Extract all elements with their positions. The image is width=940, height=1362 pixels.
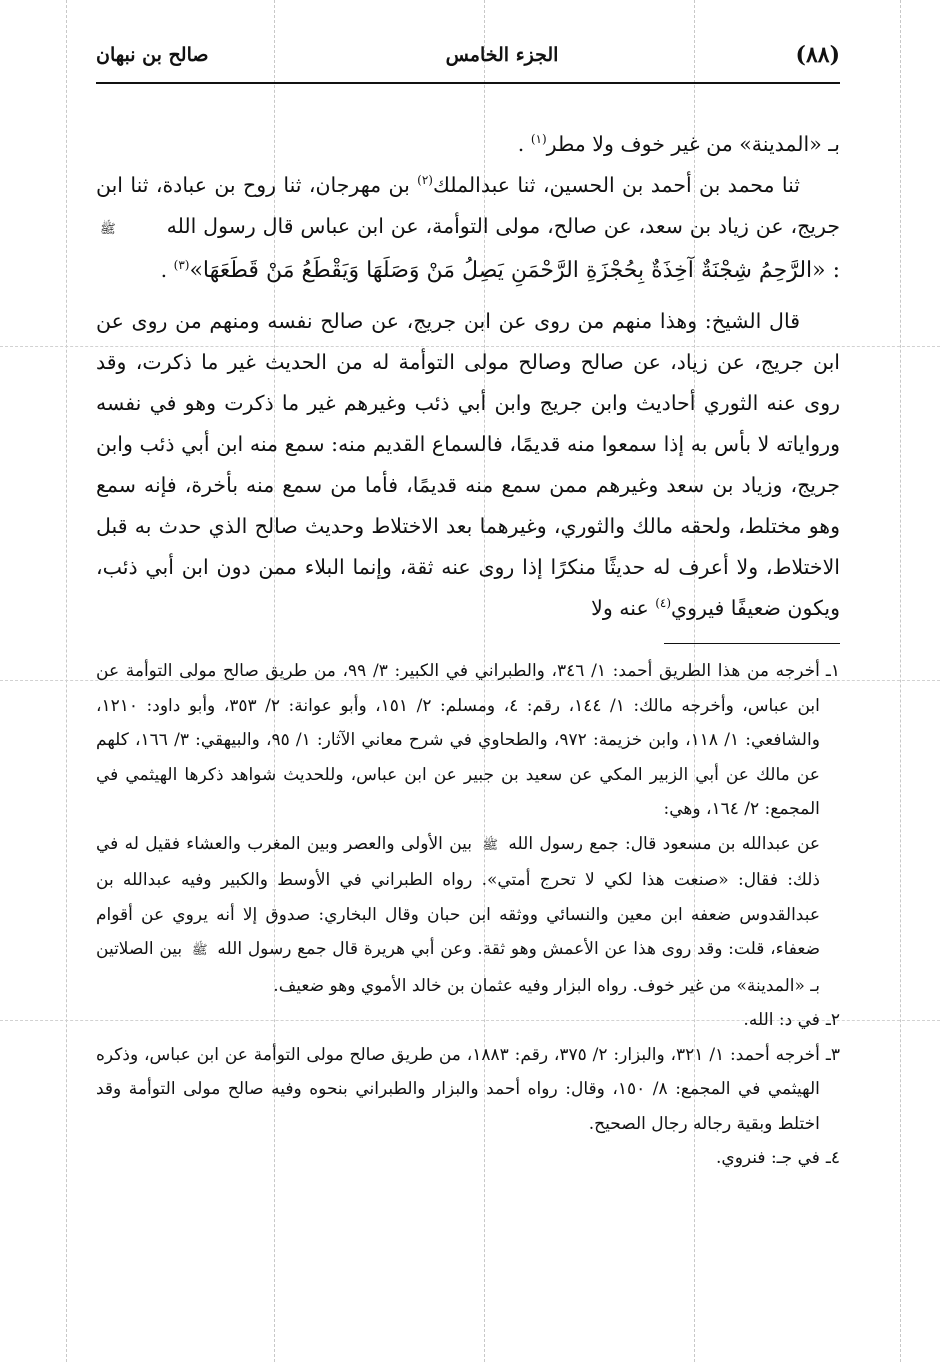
- text-run: عنه ولا: [591, 596, 649, 620]
- footnote-marker: ٤ـ: [825, 1148, 840, 1168]
- hadith-quote: : «الرَّحِمُ شِجْنَةٌ آخِذَةٌ بِحُجْزَةِ الرَّحْمَنِ يَصِلُ مَنْ وَصَلَهَا وَيَقْطَعُ مَنْ قَطَعَهَا»: [189, 258, 840, 283]
- salutation-glyph: ﷺ: [482, 837, 499, 853]
- paragraph: [96, 165, 840, 291]
- footnote-ref: (٣): [173, 258, 190, 273]
- salutation-glyph: ﷺ: [100, 222, 116, 237]
- text-run: .: [517, 132, 525, 156]
- footnote-marker: ٢ـ: [825, 1010, 840, 1030]
- footnote-2: [96, 1003, 840, 1038]
- footnote-ref: (٤): [655, 596, 672, 611]
- text-run: عن عبدالله بن مسعود قال: جمع رسول الله: [508, 833, 821, 854]
- footnote-text: أخرجه من هذا الطريق أحمد: ١/ ٣٤٦، والطبراني في الكبير: ٣/ ٩٩، من طريق صالح مولى التوأمة عن ابن عباس، وأخرجه مالك: ١/ ١٤٤، رقم: ٤، ومسلم: ٢/ ١٥١، وأبو عوانة: ٢/ ٣٥٣، وأبو داود: ١٢١٠، والشافعي: ١/ ١١٨، وابن خزيمة: ٩٧٢، والطحاوي في شرح معاني الآثار: ١/ ٩٥، والبيهقي: ٣/ ١٦٦، كلهم عن مالك عن أبي الزبير المكي عن سعيد بن جبير عن ابن عباس، وللحديث شواهد ذكرها الهيثمي في المجمع: ٢/ ١٦٤، وهي:: [96, 661, 820, 819]
- chapter-title: صالح بن نبهان: [96, 44, 209, 66]
- footnote-text: في جـ: فنروي.: [715, 1148, 820, 1168]
- text-run: بن مهرجان، ثنا روح بن عبادة، ثنا ابن جريج، عن زياد بن سعد، عن صالح، مولى التوأمة، عن ابن عباس قال رسول الله: [96, 173, 840, 238]
- footnote-marker: ٣ـ: [825, 1044, 840, 1065]
- paragraph: [96, 124, 840, 165]
- part-title: الجزء الخامس: [445, 44, 559, 66]
- footnote-3: [96, 1038, 840, 1142]
- text-run: ثنا محمد بن أحمد بن الحسين، ثنا عبدالملك: [432, 173, 800, 197]
- header-rule: [96, 82, 840, 84]
- footnote-4: [96, 1141, 840, 1176]
- salutation-glyph: ﷺ: [191, 943, 208, 958]
- footnote-separator: [664, 643, 840, 644]
- footnote-ref: (٢): [417, 173, 433, 188]
- footnote-text: أخرجه أحمد: ١/ ٣٢١، والبزار: ٢/ ٣٧٥، رقم: ١٨٨٣، من طريق صالح مولى التوأمة عن ابن عباس، وذكره الهيثمي في المجمع: ٨/ ١٥٠، وقال: رواه أحمد والبزار والطبراني بنحوه وفيه صالح مولى التوأمة وقد اختلط وبقية رجاله رجال الصحيح.: [96, 1044, 820, 1134]
- footnote-marker: ١ـ: [825, 661, 840, 681]
- footnote-ref: (١): [530, 132, 547, 147]
- text-run: .: [160, 258, 168, 282]
- text-run: بين الأولى والعصر وبين المغرب والعشاء فقيل له في ذلك: فقال: «صنعت هذا لكي لا تحرج أمتي». رواه الطبراني في الأوسط والكبير وفيه عبدالله بن عبدالقدوس ضعفه ابن معين والنسائي ووثقه ابن حبان وقال البخاري: صدوق إلا أنه يروي عن أقوام ضعفاء، قلت: وقد روى هذا عن الأعمش وهو ثقة. وعن أبي هريرة قال جمع رسول الله: [96, 833, 821, 959]
- footnote-quote: [96, 827, 840, 1004]
- paragraph: [96, 301, 840, 629]
- scan-guide-line: [900, 0, 901, 1362]
- main-text: [96, 124, 840, 629]
- text-run: بين الصلاتين بـ «المدينة» من غير خوف. رواه البزار وفيه عثمان بن خالد الأموي وهو ضعيف.: [96, 939, 820, 996]
- book-page: [96, 30, 840, 1176]
- text-run: قال الشيخ: وهذا منهم من روى عن ابن جريج، عن صالح نفسه ومنهم من روى عن ابن جريج، عن زياد، عن صالح وصالح مولى التوأمة له من الحديث غير ما ذكرت، وقد روى عنه الثوري أحاديث وابن جريج وابن أبي ذئب وغيرهم غير ما ذكرت وهو في نفسه ورواياته لا بأس به إذا سمعوا منه قديمًا، فالسماع القديم منه: سمع منه ابن أبي ذئب وابن جريج، وزياد بن سعد وغيرهم ممن سمع منه قديمًا، فأما من سمع منه بأخرة، فإنه سمع وهو مختلط، ولحقه مالك والثوري، وغيرهما بعد الاختلاط وحديث صالح الذي حدث به قبل الاختلاط، ولا أعرف له حديثًا منكرًا إذا روى عنه ثقة، وإنما البلاء ممن دون ابن أبي ذئب، ويكون ضعيفًا فيروي: [96, 309, 840, 620]
- text-run: بـ «المدينة» من غير خوف ولا مطر: [546, 132, 840, 156]
- footnotes: [96, 654, 840, 1176]
- footnote-1: [96, 654, 840, 827]
- running-header: [96, 30, 840, 80]
- page-number: (٨٨): [795, 42, 840, 68]
- scan-guide-line: [66, 0, 67, 1362]
- footnote-text: في د: الله.: [743, 1010, 820, 1030]
